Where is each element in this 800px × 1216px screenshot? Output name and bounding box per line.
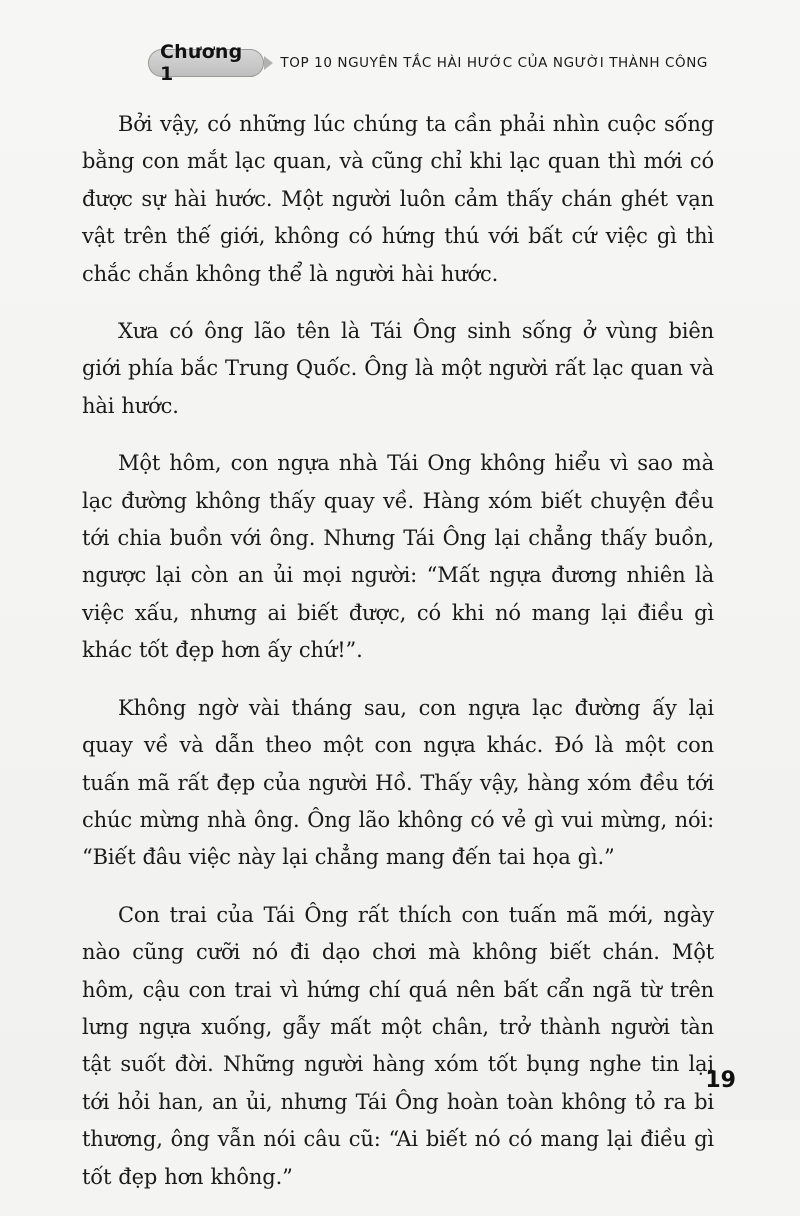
- running-header-title: TOP 10 NGUYÊN TẮC HÀI HƯỚC CỦA NGƯỜI THÀNH CÔNG: [280, 55, 708, 71]
- paragraph-1: Bởi vậy, có những lúc chúng ta cần phải nhìn cuộc sống bằng con mắt lạc quan, và cũng chỉ khi lạc quan thì mới có được sự hài hước. Một người luôn cảm thấy chán ghét vạn vật trên thế giới, không có hứng thú với bất cứ việc gì thì chắc chắn không thể là người hài hước.: [82, 112, 714, 286]
- paragraph-4: Không ngờ vài tháng sau, con ngựa lạc đường ấy lại quay về và dẫn theo một con ngựa khác. Đó là một con tuấn mã rất đẹp của người Hồ. Thấy vậy, hàng xóm đều tới chúc mừng nhà ông. Ông lão không có vẻ gì vui mừng, nói: “Biết đâu việc này lại chẳng mang đến tai họa gì.”: [82, 695, 714, 870]
- body-text: [82, 106, 714, 1216]
- paragraph-2: Xưa có ông lão tên là Tái Ông sinh sống ở vùng biên giới phía bắc Trung Quốc. Ông là một người rất lạc quan và hài hước.: [82, 319, 714, 418]
- chapter-label: Chương 1: [160, 41, 243, 85]
- paragraph-5: Con trai của Tái Ông rất thích con tuấn mã mới, ngày nào cũng cưỡi nó đi dạo chơi mà không biết chán. Một hôm, cậu con trai vì hứng chí quá nên bất cẩn ngã từ trên lưng ngựa xuống, gẫy mất một chân, trở thành người tàn tật suốt đời. Những người hàng xóm tốt bụng nghe tin lại tới hỏi han, an ủi, nhưng Tái Ông hoàn toàn không tỏ ra bi thương, ông vẫn nói câu cũ: “Ai biết nó có mang lại điều gì tốt đẹp hơn không.”: [82, 902, 714, 1189]
- page-number: 19: [705, 1068, 736, 1093]
- paragraph-3: Một hôm, con ngựa nhà Tái Ong không hiểu vì sao mà lạc đường không thấy quay về. Hàng xóm biết chuyện đều tới chia buồn với ông. Nhưng Tái Ông lại chẳng thấy buồn, ngược lại còn an ủi mọi người: “Mất ngựa đương nhiên là việc xấu, nhưng ai biết được, có khi nó mang lại điều gì khác tốt đẹp hơn ấy chứ!”.: [82, 451, 714, 663]
- running-header: [148, 41, 708, 85]
- chapter-badge: [148, 41, 264, 85]
